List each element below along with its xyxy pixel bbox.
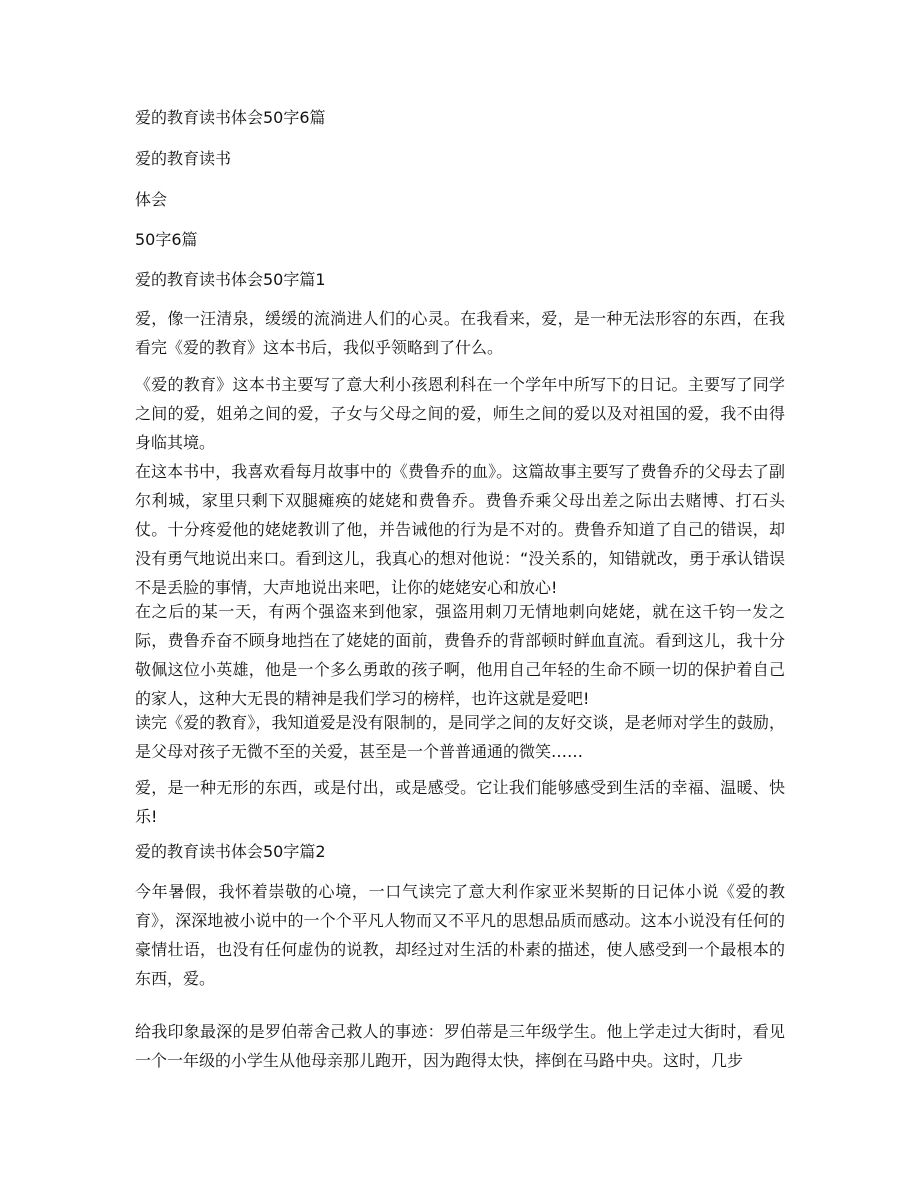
section-2-paragraph-1: 今年暑假，我怀着崇敬的心境，一口气读完了意大利作家亚米契斯的日记体小说《爱的教育》，深深地被小说中的一个个平凡人物而又不平凡的思想品质而感动。这本小说没有任何的豪情壮语，也没有任何虚伪的说教，却经过对生活的朴素的描述，使人感受到一个最根本的东西，爱。 bbox=[135, 882, 785, 988]
section-1-paragraph-4: 在之后的某一天，有两个强盗来到他家，强盗用刺刀无情地刺向姥姥，就在这千钧一发之际，费鲁乔奋不顾身地挡在了姥姥的面前，费鲁乔的背部顿时鲜血直流。看到这儿，我十分敬佩这位小英雄，他是一个多么勇敢的孩子啊，他用自己年轻的生命不顾一切的保护着自己的家人，这种大无畏的精神是我们学习的榜样，也许这就是爱吧! bbox=[135, 602, 785, 708]
section-1-heading: 爱的教育读书体会50字篇1 bbox=[135, 270, 326, 289]
heading-line-1: 爱的教育读书 bbox=[135, 149, 232, 168]
section-1-paragraph-1: 爱，像一汪清泉，缓缓的流淌进人们的心灵。在我看来，爱，是一种无法形容的东西，在我看完《爱的教育》这本书后，我似乎领略到了什么。 bbox=[135, 309, 785, 357]
section-1-paragraph-5: 读完《爱的教育》，我知道爱是没有限制的，是同学之间的友好交谈，是老师对学生的鼓励，是父母对孩子无微不至的关爱，甚至是一个普普通通的微笑…… bbox=[135, 713, 785, 761]
document-title: 爱的教育读书体会50字6篇 bbox=[135, 108, 326, 127]
heading-line-3: 50字6篇 bbox=[135, 230, 198, 249]
section-1-paragraph-3: 在这本书中，我喜欢看每月故事中的《费鲁乔的血》。这篇故事主要写了费鲁乔的父母去了副尔利城，家里只剩下双腿瘫痪的姥姥和费鲁乔。费鲁乔乘父母出差之际出去赌博、打石头仗。十分疼爱他的姥姥教训了他，并告诫他的行为是不对的。费鲁乔知道了自己的错误，却没有勇气地说出来口。看到这儿，我真心的想对他说：“没关系的，知错就改，勇于承认错误不是丢脸的事情，大声地说出来吧，让你的姥姥安心和放心! bbox=[135, 462, 785, 597]
heading-line-2: 体会 bbox=[135, 190, 168, 209]
section-1-paragraph-6: 爱，是一种无形的东西，或是付出，或是感受。它让我们能够感受到生活的幸福、温暖、快乐! bbox=[135, 778, 785, 826]
section-2-heading: 爱的教育读书体会50字篇2 bbox=[135, 842, 326, 861]
section-2-paragraph-2: 给我印象最深的是罗伯蒂舍己救人的事迹：罗伯蒂是三年级学生。他上学走过大街时，看见一个一年级的小学生从他母亲那儿跑开，因为跑得太快，摔倒在马路中央。这时，几步 bbox=[135, 1022, 785, 1070]
section-1-paragraph-2: 《爱的教育》这本书主要写了意大利小孩恩利科在一个学年中所写下的日记。主要写了同学之间的爱，姐弟之间的爱，子女与父母之间的爱，师生之间的爱以及对祖国的爱，我不由得身临其境。 bbox=[135, 375, 785, 452]
